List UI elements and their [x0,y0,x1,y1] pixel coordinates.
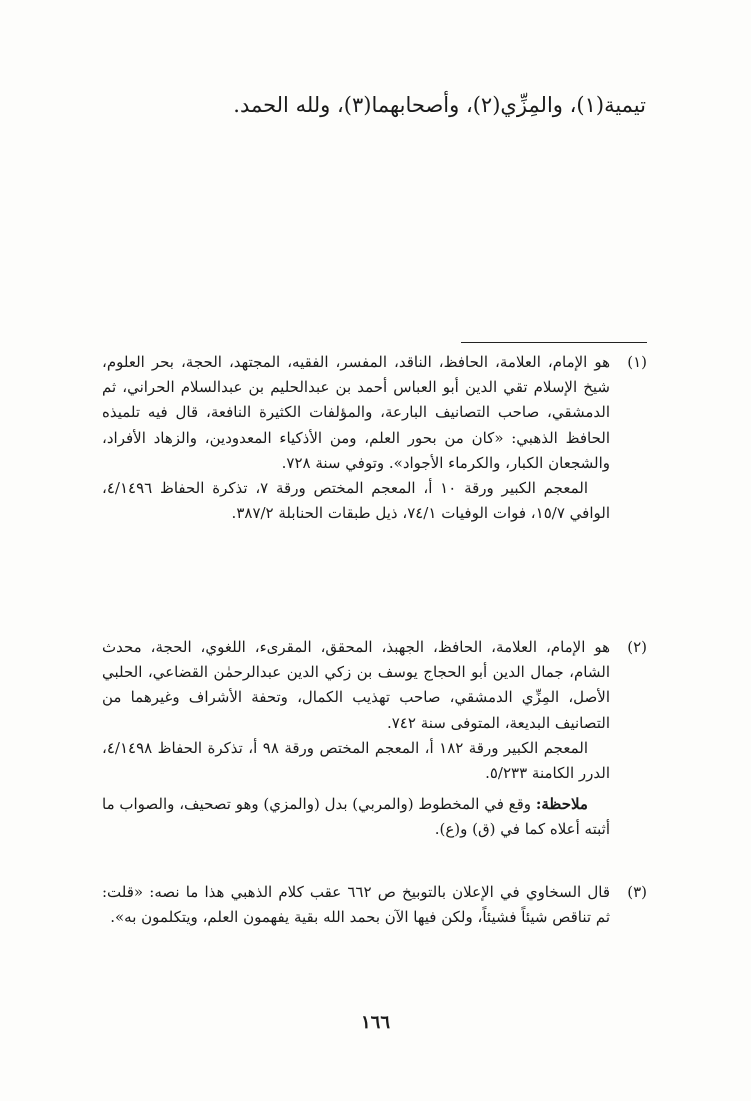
footnote-biography: قال السخاوي في الإعلان بالتوبيخ ص ٦٦٢ عقب كلام الذهبي هذا ما نصه: «قلت: ثم تناقص شيئاً فشيئاً، ولكن فيها الآن بحمد الله بقية يفهمون العلم، ويتكلمون به». [102,883,610,927]
footnotes [102,350,647,930]
footnote-3 [102,880,647,930]
footnote-sources: المعجم الكبير ورقة ١٠ أ، المعجم المختص ورقة ٧، تذكرة الحفاظ ٤/١٤٩٦، الوافي ١٥/٧، فوات الوفيات ٧٤/١، ذيل طبقات الحنابلة ٣٨٧/٢. [102,479,610,523]
footnote-remark [102,792,610,842]
footnote-sources: المعجم الكبير ورقة ١٨٢ أ، المعجم المختص ورقة ٩٨ أ، تذكرة الحفاظ ٤/١٤٩٨، الدرر الكامنة ٥/٢٣٣. [102,738,610,783]
page-number: ١٦٦ [360,1012,390,1033]
footnote-biography: هو الإمام، العلامة، الحافظ، الجهبذ، المحقق، المقرىء، اللغوي، الحجة، محدث الشام، جمال الدين أبو الحجاج يوسف بن زكي الدين عبدالرحمٰن القضاعي، الحلبي الأصل، المِزِّي الدمشقي، صاحب تهذيب الكمال، وتحفة الأشراف وغيرهما من التصانيف البديعة، المتوفى سنة ٧٤٢. [102,638,610,732]
footnote-biography: هو الإمام، العلامة، الحافظ، الناقد، المفسر، الفقيه، المجتهد، الحجة، بحر العلوم، شيخ الإسلام تقي الدين أبو العباس أحمد بن عبدالحليم بن عبدالسلام الحراني، ثم الدمشقي، صاحب التصانيف البارعة، والمؤلفات الكثيرة النافعة، قال فيه تلميذه الحافظ الذهبي: «كان من بحور العلم، ومن الأذكياء المعدودين، والزهاد الأفراد، والشجعان الكبار، والكرماء الأجواد». وتوفي سنة ٧٢٨. [102,353,610,472]
main-text: تيمية(١)، والمِزِّي(٢)، وأصحابهما(٣)، ولله الحمد. [233,93,646,117]
remark-label: ملاحظة: [535,795,588,814]
footnote-number: (٣) [627,883,647,901]
footnote-number: (٢) [627,638,647,656]
footnote-number: (١) [627,353,647,371]
remark-text: وقع في المخطوط (والمربي) بدل (والمزي) وهو تصحيف، والصواب ما أثبته أعلاه كما في (ق) و(ع). [102,795,610,839]
footnote-2 [102,635,647,880]
footnote-separator [461,342,647,343]
footnote-1 [102,350,647,635]
